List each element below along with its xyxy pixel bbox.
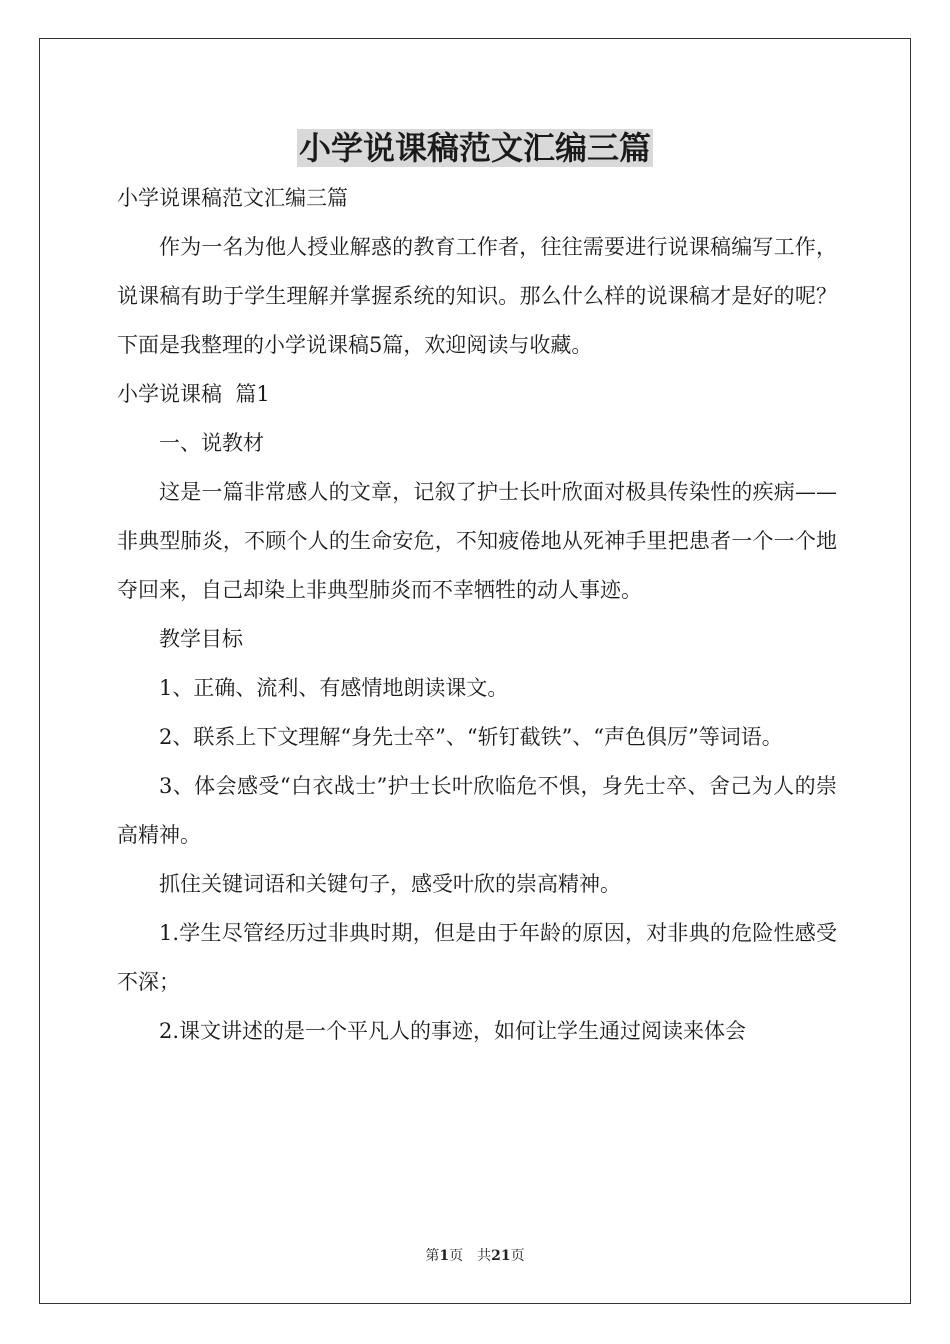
page-footer [0, 1246, 950, 1266]
footer-total-prefix: 共 [477, 1248, 492, 1264]
footer-page-prefix: 第 [425, 1248, 440, 1264]
goal-item: 2、联系上下文理解“身先士卒”、“斩钉截铁”、“声色俱厉”等词语。 [159, 725, 783, 749]
list-item: 1.学生尽管经历过非典时期，但是由于年龄的原因，对非典的危险性感受不深； [117, 921, 837, 994]
goal-item: 1、正确、流利、有感情地朗读课文。 [159, 676, 509, 700]
subsection-heading: 一、说教材 [159, 431, 264, 455]
section-heading: 小学说课稿 篇1 [117, 382, 270, 406]
intro-paragraph: 作为一名为他人授业解惑的教育工作者，往往需要进行说课稿编写工作，说课稿有助于学生理解并掌握系统的知识。那么什么样的说课稿才是好的呢？下面是我整理的小学说课稿5篇，欢迎阅读与收藏。 [117, 235, 837, 357]
document-title [0, 122, 950, 174]
footer-page-suffix: 页 [449, 1248, 464, 1264]
subtitle-paragraph: 小学说课稿范文汇编三篇 [117, 186, 348, 210]
footer-total-pages: 21 [491, 1248, 511, 1264]
body-paragraph: 抓住关键词语和关键句子，感受叶欣的崇高精神。 [159, 872, 621, 896]
body-paragraph: 这是一篇非常感人的文章，记叙了护士长叶欣面对极具传染性的疾病——非典型肺炎，不顾个人的生命安危，不知疲倦地从死神手里把患者一个一个地夺回来，自己却染上非典型肺炎而不幸牺牲的动人事迹。 [117, 480, 837, 602]
goal-item: 3、体会感受“白衣战士”护士长叶欣临危不惧，身先士卒、舍己为人的崇高精神。 [117, 774, 837, 847]
document-body [117, 174, 837, 1056]
list-item: 2.课文讲述的是一个平凡人的事迹，如何让学生通过阅读来体会 [159, 1019, 747, 1043]
footer-page-number: 1 [439, 1248, 450, 1264]
teaching-goals-heading: 教学目标 [159, 627, 243, 651]
document-title-text: 小学说课稿范文汇编三篇 [298, 129, 651, 167]
footer-total-suffix: 页 [510, 1248, 525, 1264]
